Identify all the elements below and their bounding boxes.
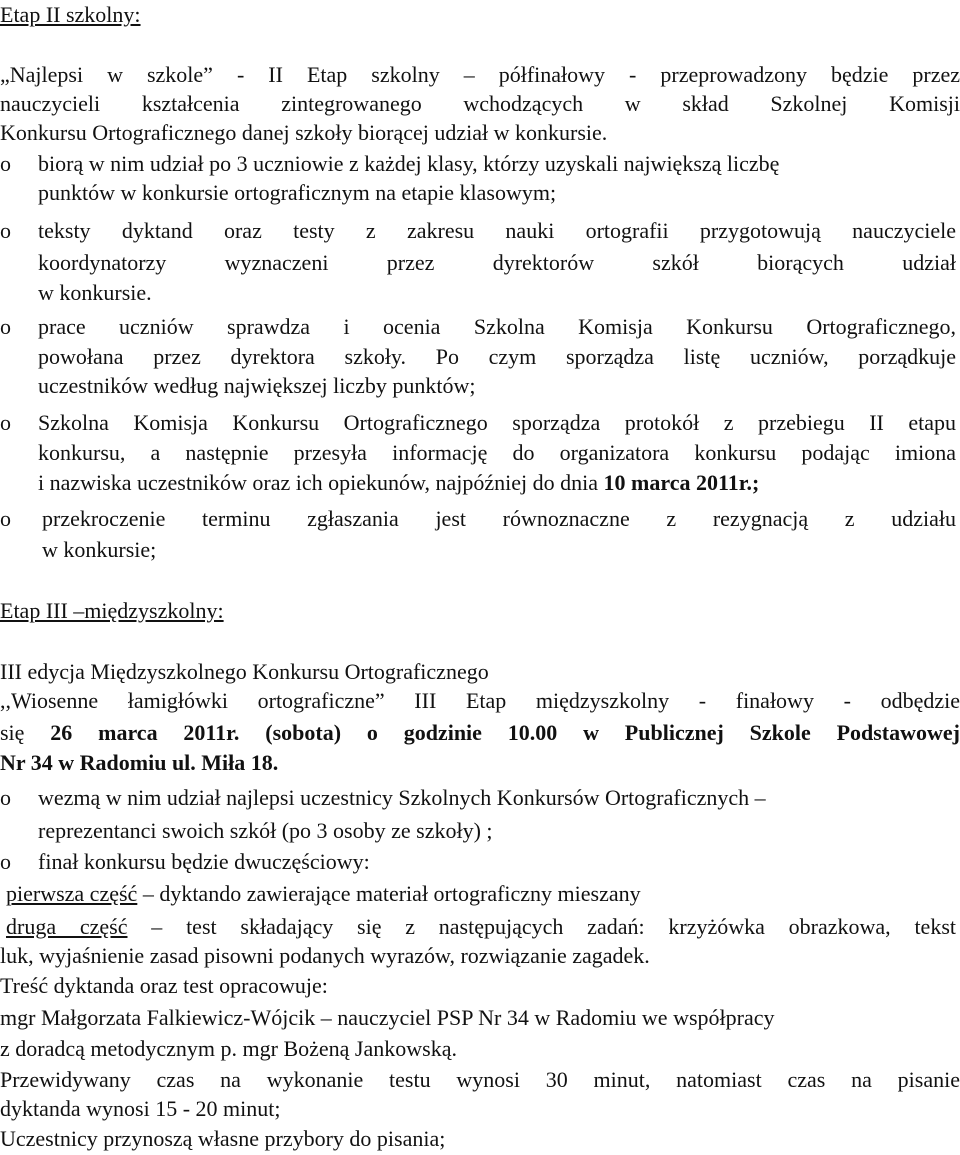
stage3-heading: Etap III –międzyszkolny: bbox=[0, 598, 224, 623]
stage3-when-prefix: się bbox=[0, 720, 51, 745]
part1-label: pierwsza część bbox=[6, 881, 138, 906]
stage2-item-5-line-1: przekroczenie terminu zgłaszania jest równoznaczne z rezygnacją z udziału bbox=[42, 506, 956, 531]
bullet-marker: o bbox=[0, 410, 11, 435]
part2-line-2: luk, wyjaśnienie zasad pisowni podanych wyrazów, rozwiązanie zagadek. bbox=[0, 943, 650, 968]
stage2-item-3-line-1: prace uczniów sprawdza i ocenia Szkolna Komisja Konkursu Ortograficznego, bbox=[38, 314, 956, 339]
stage2-intro-line-1: „Najlepsi w szkole” - II Etap szkolny – półfinałowy - przeprowadzony będzie przez bbox=[0, 62, 960, 87]
supplies-line: Uczestnicy przynoszą własne przybory do pisania; bbox=[0, 1126, 446, 1151]
part2-line-1 bbox=[6, 914, 956, 940]
stage2-item-2-line-3: w konkursie. bbox=[38, 280, 152, 305]
stage2-item-2-line-1: teksty dyktand oraz testy z zakresu nauki ortografii przygotowują nauczyciele bbox=[38, 218, 956, 243]
stage3-title-line: ,,Wiosenne łamigłówki ortograficzne” III Etap międzyszkolny - finałowy - odbędzie bbox=[0, 688, 960, 713]
stage3-item-2-line-1: finał konkursu będzie dwuczęściowy: bbox=[38, 849, 370, 874]
stage2-item-4-line-2: konkursu, a następnie przesyła informację do organizatora konkursu podając imiona bbox=[38, 440, 956, 465]
stage2-item-4-line-3 bbox=[38, 470, 956, 496]
bullet-marker: o bbox=[0, 218, 11, 243]
stage2-intro-line-2: nauczycieli kształcenia zintegrowanego wchodzących w skład Szkolnej Komisji bbox=[0, 91, 960, 116]
stage2-item-1-line-1: biorą w nim udział po 3 uczniowie z każdej klasy, którzy uzyskali największą liczbę bbox=[38, 151, 780, 176]
stage3-when-bold: 26 marca 2011r. (sobota) o godzinie 10.00 w Publicznej Szkole Podstawowej bbox=[50, 720, 960, 745]
bullet-marker: o bbox=[0, 506, 11, 531]
stage2-item-3-line-3: uczestników według największej liczby punktów; bbox=[38, 373, 476, 398]
stage3-where-bold: Nr 34 w Radomiu ul. Miła 18. bbox=[0, 750, 279, 775]
part1-text: – dyktando zawierające materiał ortograficzny mieszany bbox=[137, 881, 641, 906]
stage2-item-3-line-2: powołana przez dyrektora szkoły. Po czym sporządza listę uczniów, porządkuje bbox=[38, 344, 956, 369]
bullet-marker: o bbox=[0, 151, 11, 176]
stage3-item-1-line-2: reprezentanci swoich szkół (po 3 osoby ze szkoły) ; bbox=[38, 818, 493, 843]
stage2-item-5-line-2: w konkursie; bbox=[42, 537, 157, 562]
part2-text: – test składający się z następujących zadań: krzyżówka obrazkowa, tekst bbox=[127, 914, 956, 939]
stage2-item-4-line-3-text: i nazwiska uczestników oraz ich opiekunów, najpóźniej do dnia bbox=[38, 470, 604, 495]
stage2-deadline: 10 marca 2011r.; bbox=[603, 470, 760, 495]
part1-line bbox=[6, 881, 956, 907]
stage3-item-1-line-1: wezmą w nim udział najlepsi uczestnicy Szkolnych Konkursów Ortograficznych – bbox=[38, 785, 766, 810]
authors-heading: Treść dyktanda oraz test opracowuje: bbox=[0, 973, 328, 998]
stage2-heading: Etap II szkolny: bbox=[0, 2, 141, 27]
time-line-2: dyktanda wynosi 15 - 20 minut; bbox=[0, 1096, 281, 1121]
part2-label: druga część bbox=[6, 914, 128, 939]
bullet-marker: o bbox=[0, 849, 11, 874]
time-line-1: Przewidywany czas na wykonanie testu wynosi 30 minut, natomiast czas na pisanie bbox=[0, 1067, 960, 1092]
stage3-where-line bbox=[0, 750, 960, 776]
stage3-edition: III edycja Międzyszkolnego Konkursu Ortograficznego bbox=[0, 659, 489, 684]
bullet-marker: o bbox=[0, 314, 11, 339]
stage3-when-line bbox=[0, 720, 960, 746]
stage2-item-4-line-1: Szkolna Komisja Konkursu Ortograficznego sporządza protokół z przebiegu II etapu bbox=[38, 410, 956, 435]
bullet-marker: o bbox=[0, 785, 11, 810]
stage2-item-1-line-2: punktów w konkursie ortograficznym na etapie klasowym; bbox=[38, 180, 557, 205]
authors-line-1: mgr Małgorzata Falkiewicz-Wójcik – nauczyciel PSP Nr 34 w Radomiu we współpracy bbox=[0, 1005, 775, 1030]
authors-line-2: z doradcą metodycznym p. mgr Bożeną Jankowską. bbox=[0, 1036, 457, 1061]
stage2-item-2-line-2: koordynatorzy wyznaczeni przez dyrektorów szkół biorących udział bbox=[38, 250, 956, 275]
stage2-intro-line-3: Konkursu Ortograficznego danej szkoły biorącej udział w konkursie. bbox=[0, 120, 608, 145]
